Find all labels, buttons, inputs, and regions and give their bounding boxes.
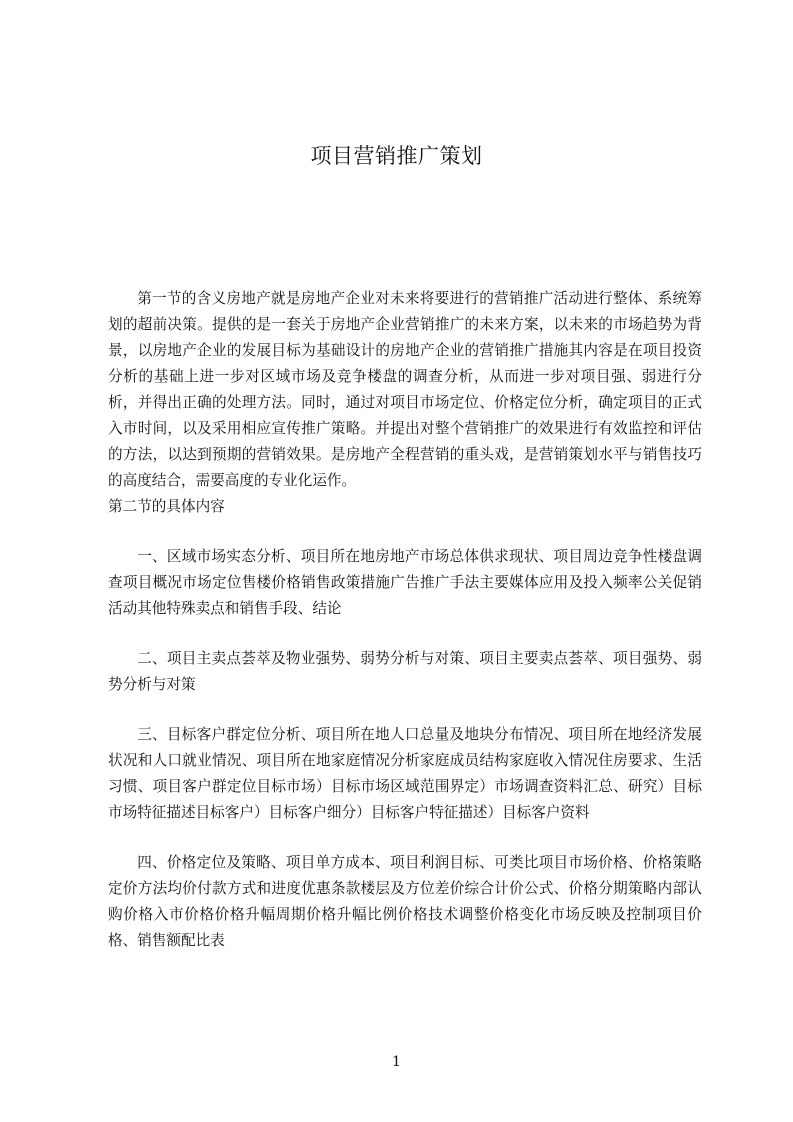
list-item: 一、区域市场实态分析、项目所在地房地产市场总体供求现状、项目周边竞争性楼盘调查项目概况市场定位售楼价格销售政策措施广告推广手法主要媒体应用及投入频率公关促销活动其他特殊卖点和销售手段、结论	[108, 548, 702, 617]
section-heading: 第二节的具体内容	[108, 498, 225, 515]
page-number: 1	[392, 1054, 401, 1070]
list-item: 二、项目主卖点荟萃及物业强势、弱势分析与对策、项目主要卖点荟萃、项目强势、弱势分析与对策	[108, 650, 702, 693]
paragraph-spacer	[108, 698, 702, 722]
page-title: 项目营销推广策划	[310, 144, 483, 168]
intro-paragraph: 第一节的含义房地产就是房地产企业对未来将要进行的营销推广活动进行整体、系统筹划的超前决策。提供的是一套关于房地产企业营销推广的未来方案，以未来的市场趋势为背景，以房地产企业的发展目标为基础设计的房地产企业的营销推广措施其内容是在项目投资分析的基础上进一步对区域市场及竞争楼盘的调查分析，从而进一步对项目强、弱进行分析，并得出正确的处理方法。同时，通过对项目市场定位、价格定位分析，确定项目的正式入市时间，以及采用相应宣传推广策略。并提出对整个营销推广的效果进行有效监控和评估的方法，以达到预期的营销效果。是房地产全程营销的重头戏，是营销策划水平与销售技巧的高度结合，需要高度的专业化运作。	[108, 290, 702, 489]
paragraph-spacer	[108, 622, 702, 646]
document-body	[108, 286, 702, 954]
paragraph-spacer	[108, 826, 702, 850]
list-item: 四、价格定位及策略、项目单方成本、项目利润目标、可类比项目市场价格、价格策略定价方法均价付款方式和进度优惠条款楼层及方位差价综合计价公式、价格分期策略内部认购价格入市价格价格升幅周期价格升幅比例价格技术调整价格变化市场反映及控制项目价格、销售额配比表	[108, 854, 702, 949]
paragraph-spacer	[108, 520, 702, 544]
list-item: 三、目标客户群定位分析、项目所在地人口总量及地块分布情况、项目所在地经济发展状况和人口就业情况、项目所在地家庭情况分析家庭成员结构家庭收入情况住房要求、生活习惯、项目客户群定位目标市场）目标市场区域范围界定）市场调查资料汇总、研究）目标市场特征描述目标客户）目标客户细分）目标客户特征描述）目标客户资料	[108, 726, 702, 821]
